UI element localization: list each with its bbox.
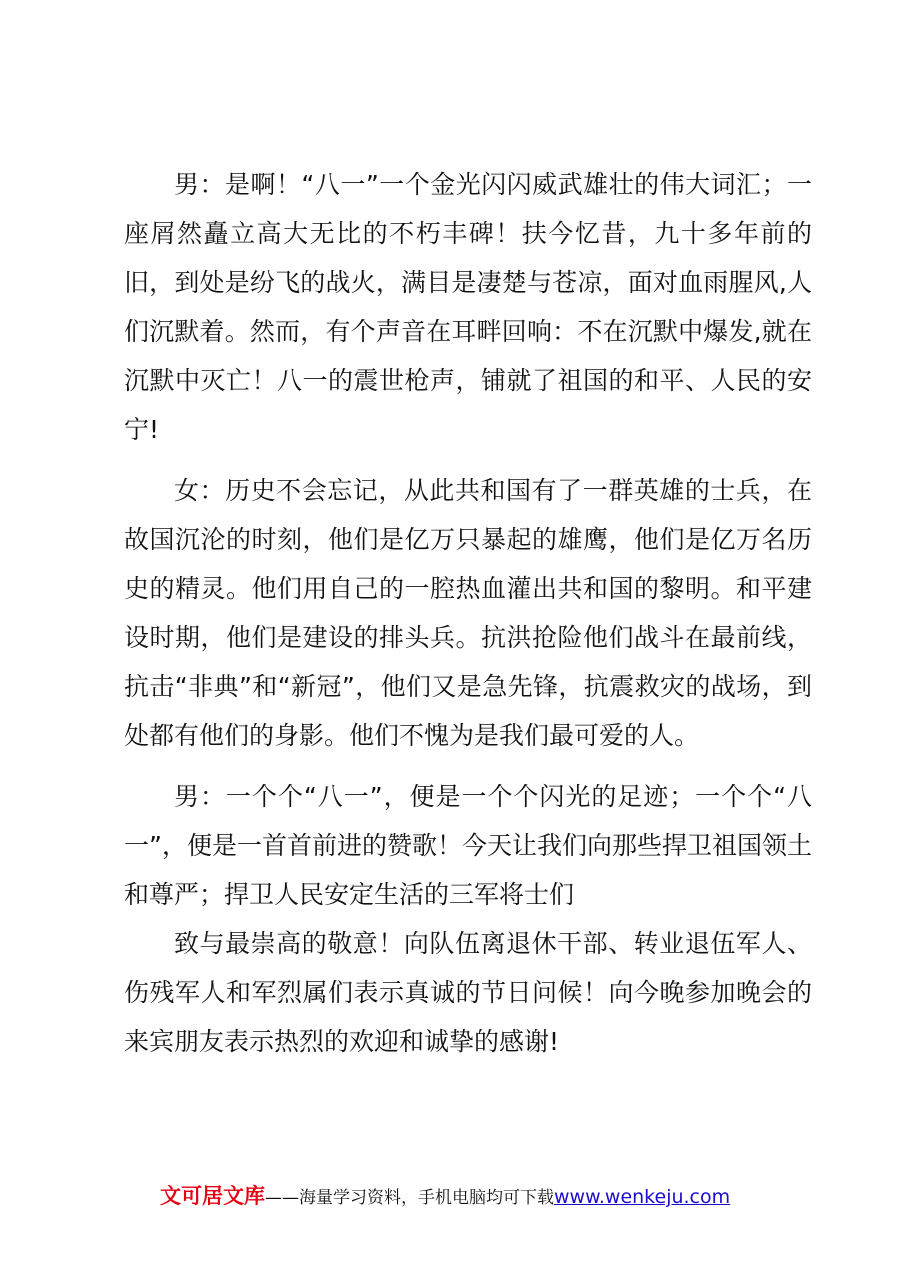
document-body [124, 160, 812, 1078]
paragraph-female-1: 女：历史不会忘记，从此共和国有了一群英雄的士兵，在故国沉沦的时刻，他们是亿万只暴起的雄鹰，他们是亿万名历史的精灵。他们用自己的一腔热血灌出共和国的黎明。和平建设时期，他们是建设的排头兵。抗洪抢险他们战斗在最前线，抗击“非典”和“新冠”，他们又是急先锋，抗震救灾的战场，到处都有他们的身影。他们不愧为是我们最可爱的人。 [124, 476, 812, 750]
paragraph-closing: 致与最崇高的敬意！向队伍离退休干部、转业退伍军人、伤残军人和军烈属们表示真诚的节日问候！向今晚参加晚会的来宾朋友表示热烈的欢迎和诚挚的感谢! [124, 929, 812, 1056]
paragraph-male-2: 男：一个个“八一”，便是一个个闪光的足迹；一个个“八一”，便是一首首前进的赞歌！今天让我们向那些捍卫祖国领土和尊严；捍卫人民安定生活的三军将士们 [124, 782, 812, 909]
footer-tagline: ——海量学习资料，手机电脑均可下载 [265, 1188, 554, 1208]
footer-banner [160, 1181, 800, 1213]
paragraph-male-1: 男：是啊！“八一”一个金光闪闪威武雄壮的伟大词汇；一座屑然矗立高大无比的不朽丰碑！扶今忆昔，九十多年前的旧，到处是纷飞的战火，满目是凄楚与苍凉，面对血雨腥风,人们沉默着。然而，有个声音在耳畔回响：不在沉默中爆发,就在沉默中灭亡！八一的震世枪声，铺就了祖国的和平、人民的安宁! [124, 170, 812, 444]
website-link[interactable]: www.wenkeju.com [554, 1186, 731, 1208]
brand-name: 文可居文库 [160, 1184, 265, 1208]
